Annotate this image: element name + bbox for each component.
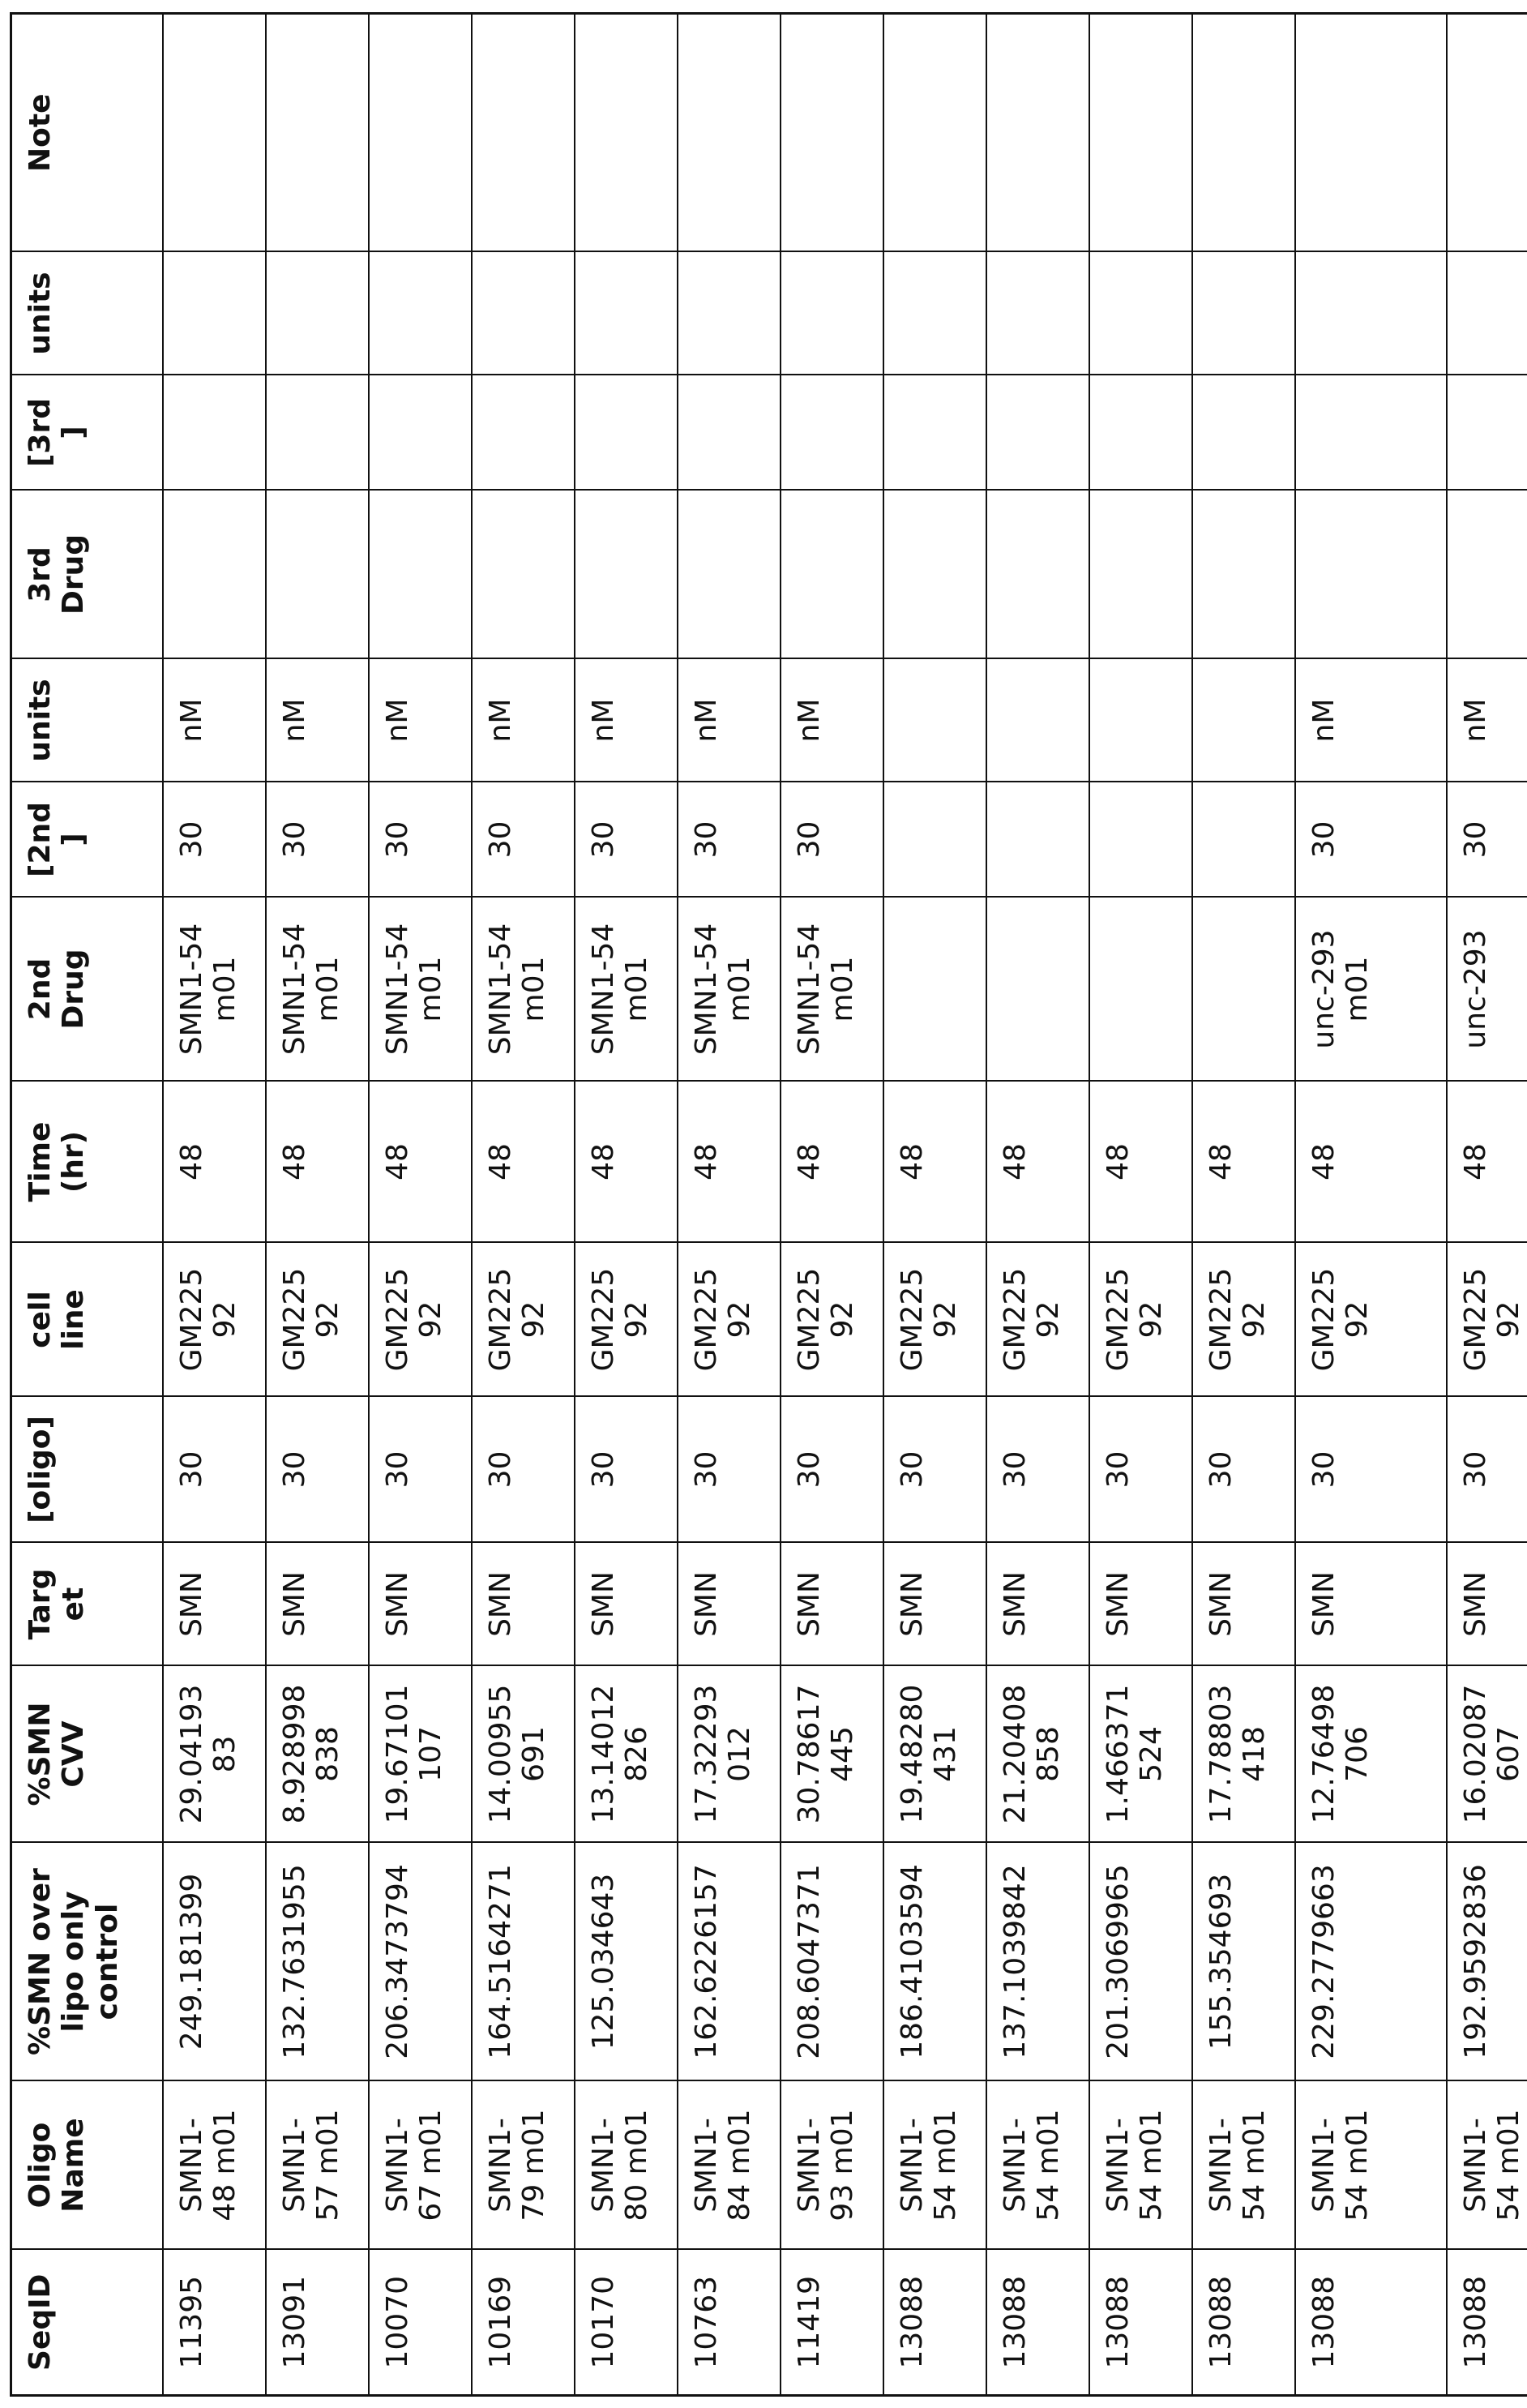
cell-time-hr: 48: [266, 1082, 369, 1243]
cell-third-conc: [472, 375, 575, 491]
cell-third-conc: [1192, 375, 1295, 491]
cell-second-units: nM: [266, 659, 369, 782]
cell-oligo-conc: 30: [1447, 1397, 1527, 1543]
cell-second-conc: [1192, 782, 1295, 898]
cell-second-drug: SMN1-54 m01: [678, 898, 781, 1082]
cell-second-conc: 30: [575, 782, 678, 898]
cell-smn-cvv: 16.02087607: [1447, 1666, 1527, 1843]
cell-second-conc: [986, 782, 1089, 898]
cell-cell-line: GM22592: [369, 1243, 472, 1397]
cell-oligo-conc: 30: [163, 1397, 266, 1543]
cell-third-drug: [678, 491, 781, 659]
cell-second-units: [1192, 659, 1295, 782]
cell-time-hr: 48: [1295, 1082, 1447, 1243]
cell-seqid: 13088: [1295, 2250, 1447, 2396]
table-row: [986, 14, 1089, 2396]
cell-second-drug: SMN1-54 m01: [163, 898, 266, 1082]
cell-note: [266, 14, 369, 252]
cell-third-drug: [883, 491, 986, 659]
cell-note: [575, 14, 678, 252]
table-row: [1089, 14, 1192, 2396]
cell-third-drug: [472, 491, 575, 659]
cell-second-conc: 30: [472, 782, 575, 898]
cell-smn-cvv: 12.76498706: [1295, 1666, 1447, 1843]
cell-second-drug: unc-293: [1447, 898, 1527, 1082]
cell-second-conc: 30: [369, 782, 472, 898]
cell-oligo-name: SMN1-93 m01: [781, 2081, 883, 2250]
cell-oligo-name: SMN1-57 m01: [266, 2081, 369, 2250]
cell-cell-line: GM22592: [781, 1243, 883, 1397]
cell-third-conc: [163, 375, 266, 491]
cell-oligo-name: SMN1-54 m01: [1295, 2081, 1447, 2250]
cell-second-conc: 30: [781, 782, 883, 898]
cell-smn-over-control: 186.4103594: [883, 1843, 986, 2081]
table-row: [369, 14, 472, 2396]
cell-time-hr: 48: [369, 1082, 472, 1243]
cell-note: [986, 14, 1089, 252]
cell-second-conc: [1089, 782, 1192, 898]
cell-smn-over-control: 249.181399: [163, 1843, 266, 2081]
cell-time-hr: 48: [678, 1082, 781, 1243]
cell-seqid: 13091: [266, 2250, 369, 2396]
cell-third-units: [986, 252, 1089, 375]
cell-smn-cvv: 19.67101107: [369, 1666, 472, 1843]
cell-smn-over-control: 206.3473794: [369, 1843, 472, 2081]
cell-second-drug: SMN1-54 m01: [266, 898, 369, 1082]
cell-third-units: [883, 252, 986, 375]
cell-second-drug: [883, 898, 986, 1082]
cell-time-hr: 48: [986, 1082, 1089, 1243]
cell-oligo-conc: 30: [369, 1397, 472, 1543]
cell-third-drug: [369, 491, 472, 659]
cell-smn-cvv: 21.20408858: [986, 1666, 1089, 1843]
cell-cell-line: GM22592: [883, 1243, 986, 1397]
cell-note: [781, 14, 883, 252]
cell-target: SMN: [678, 1543, 781, 1666]
cell-smn-cvv: 29.0419383: [163, 1666, 266, 1843]
cell-time-hr: 48: [781, 1082, 883, 1243]
table-row: [678, 14, 781, 2396]
table-row: [1295, 14, 1447, 2396]
cell-note: [1089, 14, 1192, 252]
cell-oligo-name: SMN1-54 m01: [1192, 2081, 1295, 2250]
cell-target: SMN: [986, 1543, 1089, 1666]
cell-target: SMN: [266, 1543, 369, 1666]
cell-second-units: [883, 659, 986, 782]
cell-time-hr: 48: [1089, 1082, 1192, 1243]
table-row: [266, 14, 369, 2396]
header-second-drug: 2nd Drug: [11, 898, 164, 1082]
table-row: [883, 14, 986, 2396]
table-row: [575, 14, 678, 2396]
cell-smn-cvv: 14.00955691: [472, 1666, 575, 1843]
cell-cell-line: GM22592: [1295, 1243, 1447, 1397]
table-row: [1192, 14, 1295, 2396]
cell-target: SMN: [781, 1543, 883, 1666]
cell-smn-over-control: 229.2779663: [1295, 1843, 1447, 2081]
cell-smn-over-control: 137.1039842: [986, 1843, 1089, 2081]
cell-time-hr: 48: [883, 1082, 986, 1243]
cell-oligo-conc: 30: [1192, 1397, 1295, 1543]
cell-oligo-conc: 30: [1089, 1397, 1192, 1543]
cell-cell-line: GM22592: [472, 1243, 575, 1397]
cell-cell-line: GM22592: [575, 1243, 678, 1397]
cell-seqid: 11419: [781, 2250, 883, 2396]
cell-seqid: 11395: [163, 2250, 266, 2396]
cell-oligo-conc: 30: [266, 1397, 369, 1543]
rotated-page: [0, 0, 1527, 2408]
cell-third-drug: [1089, 491, 1192, 659]
cell-note: [1447, 14, 1527, 252]
cell-second-units: nM: [472, 659, 575, 782]
cell-third-units: [163, 252, 266, 375]
cell-cell-line: GM22592: [266, 1243, 369, 1397]
cell-second-conc: 30: [678, 782, 781, 898]
cell-seqid: 13088: [1447, 2250, 1527, 2396]
cell-oligo-conc: 30: [883, 1397, 986, 1543]
cell-time-hr: 48: [1192, 1082, 1295, 1243]
cell-second-units: nM: [1295, 659, 1447, 782]
cell-cell-line: GM22592: [986, 1243, 1089, 1397]
cell-second-conc: 30: [1295, 782, 1447, 898]
cell-oligo-name: SMN1-80 m01: [575, 2081, 678, 2250]
cell-third-conc: [266, 375, 369, 491]
cell-third-units: [678, 252, 781, 375]
cell-seqid: 13088: [986, 2250, 1089, 2396]
cell-smn-over-control: 132.7631955: [266, 1843, 369, 2081]
cell-third-units: [266, 252, 369, 375]
cell-second-units: nM: [163, 659, 266, 782]
cell-time-hr: 48: [472, 1082, 575, 1243]
cell-oligo-conc: 30: [986, 1397, 1089, 1543]
cell-second-conc: 30: [163, 782, 266, 898]
cell-smn-cvv: 30.78617445: [781, 1666, 883, 1843]
cell-note: [369, 14, 472, 252]
cell-third-drug: [1295, 491, 1447, 659]
header-row: [11, 14, 164, 2396]
cell-third-units: [369, 252, 472, 375]
cell-second-drug: SMN1-54 m01: [781, 898, 883, 1082]
cell-second-drug: [1089, 898, 1192, 1082]
cell-second-units: nM: [678, 659, 781, 782]
table-row: [472, 14, 575, 2396]
cell-third-units: [781, 252, 883, 375]
cell-smn-over-control: 164.5164271: [472, 1843, 575, 2081]
header-smn-cvv: %SMN CVV: [11, 1666, 164, 1843]
cell-oligo-name: SMN1-54 m01: [883, 2081, 986, 2250]
cell-second-conc: 30: [1447, 782, 1527, 898]
cell-oligo-name: SMN1-54 m01: [986, 2081, 1089, 2250]
cell-oligo-name: SMN1-67 m01: [369, 2081, 472, 2250]
cell-second-units: nM: [781, 659, 883, 782]
header-target: Target: [11, 1543, 164, 1666]
cell-smn-cvv: 17.78803418: [1192, 1666, 1295, 1843]
cell-target: SMN: [1295, 1543, 1447, 1666]
cell-seqid: 13088: [883, 2250, 986, 2396]
cell-smn-cvv: 13.14012826: [575, 1666, 678, 1843]
cell-smn-cvv: 17.32293012: [678, 1666, 781, 1843]
cell-third-drug: [1447, 491, 1527, 659]
header-third-drug: 3rd Drug: [11, 491, 164, 659]
cell-third-drug: [986, 491, 1089, 659]
cell-seqid: 10763: [678, 2250, 781, 2396]
cell-smn-over-control: 125.034643: [575, 1843, 678, 2081]
cell-target: SMN: [163, 1543, 266, 1666]
table-row: [1447, 14, 1527, 2396]
cell-note: [883, 14, 986, 252]
cell-oligo-name: SMN1-54 m01: [1089, 2081, 1192, 2250]
cell-note: [1192, 14, 1295, 252]
cell-oligo-conc: 30: [678, 1397, 781, 1543]
cell-oligo-name: SMN1-54 m01: [1447, 2081, 1527, 2250]
cell-third-conc: [1447, 375, 1527, 491]
cell-target: SMN: [883, 1543, 986, 1666]
cell-third-conc: [369, 375, 472, 491]
cell-target: SMN: [472, 1543, 575, 1666]
cell-note: [678, 14, 781, 252]
header-second-conc: [2nd]: [11, 782, 164, 898]
cell-oligo-conc: 30: [575, 1397, 678, 1543]
cell-third-drug: [1192, 491, 1295, 659]
header-second-units: units: [11, 659, 164, 782]
header-cell-line: cell line: [11, 1243, 164, 1397]
cell-target: SMN: [1192, 1543, 1295, 1666]
cell-time-hr: 48: [163, 1082, 266, 1243]
cell-smn-cvv: 1.466371524: [1089, 1666, 1192, 1843]
cell-oligo-conc: 30: [781, 1397, 883, 1543]
table-row: [163, 14, 266, 2396]
cell-smn-over-control: 208.6047371: [781, 1843, 883, 2081]
header-time-hr: Time (hr): [11, 1082, 164, 1243]
cell-oligo-name: SMN1-79 m01: [472, 2081, 575, 2250]
cell-note: [472, 14, 575, 252]
cell-seqid: 13088: [1089, 2250, 1192, 2396]
cell-time-hr: 48: [1447, 1082, 1527, 1243]
cell-cell-line: GM22592: [163, 1243, 266, 1397]
cell-smn-cvv: 8.928998838: [266, 1666, 369, 1843]
cell-third-units: [472, 252, 575, 375]
cell-cell-line: GM22592: [678, 1243, 781, 1397]
cell-target: SMN: [575, 1543, 678, 1666]
cell-third-conc: [575, 375, 678, 491]
cell-target: SMN: [369, 1543, 472, 1666]
cell-third-conc: [986, 375, 1089, 491]
header-oligo-name: Oligo Name: [11, 2081, 164, 2250]
cell-second-units: [1089, 659, 1192, 782]
header-seqid: SeqID: [11, 2250, 164, 2396]
cell-second-drug: SMN1-54 m01: [369, 898, 472, 1082]
header-smn-over-control: %SMN over lipo only control: [11, 1843, 164, 2081]
cell-smn-over-control: 201.3069965: [1089, 1843, 1192, 2081]
cell-smn-over-control: 155.354693: [1192, 1843, 1295, 2081]
header-oligo-conc: [oligo]: [11, 1397, 164, 1543]
cell-seqid: 10170: [575, 2250, 678, 2396]
cell-second-drug: unc-293 m01: [1295, 898, 1447, 1082]
cell-third-units: [575, 252, 678, 375]
header-note: Note: [11, 14, 164, 252]
cell-third-conc: [1295, 375, 1447, 491]
cell-second-drug: SMN1-54 m01: [575, 898, 678, 1082]
cell-smn-cvv: 19.48280431: [883, 1666, 986, 1843]
cell-third-drug: [575, 491, 678, 659]
cell-third-units: [1089, 252, 1192, 375]
cell-target: SMN: [1447, 1543, 1527, 1666]
cell-third-units: [1295, 252, 1447, 375]
cell-second-drug: [1192, 898, 1295, 1082]
cell-oligo-name: SMN1-48 m01: [163, 2081, 266, 2250]
cell-oligo-conc: 30: [472, 1397, 575, 1543]
cell-second-units: nM: [1447, 659, 1527, 782]
cell-third-drug: [781, 491, 883, 659]
cell-second-units: [986, 659, 1089, 782]
cell-cell-line: GM22592: [1192, 1243, 1295, 1397]
cell-cell-line: GM22592: [1089, 1243, 1192, 1397]
cell-third-conc: [1089, 375, 1192, 491]
cell-second-units: nM: [369, 659, 472, 782]
cell-cell-line: GM22592: [1447, 1243, 1527, 1397]
cell-third-conc: [678, 375, 781, 491]
cell-seqid: 10070: [369, 2250, 472, 2396]
cell-note: [1295, 14, 1447, 252]
cell-time-hr: 48: [575, 1082, 678, 1243]
cell-seqid: 13088: [1192, 2250, 1295, 2396]
cell-third-conc: [781, 375, 883, 491]
cell-second-drug: SMN1-54 m01: [472, 898, 575, 1082]
cell-third-conc: [883, 375, 986, 491]
cell-seqid: 10169: [472, 2250, 575, 2396]
header-third-conc: [3rd]: [11, 375, 164, 491]
cell-second-drug: [986, 898, 1089, 1082]
cell-second-conc: 30: [266, 782, 369, 898]
cell-oligo-name: SMN1-84 m01: [678, 2081, 781, 2250]
results-table: [10, 12, 1527, 2397]
cell-note: [163, 14, 266, 252]
cell-smn-over-control: 162.6226157: [678, 1843, 781, 2081]
cell-smn-over-control: 192.9592836: [1447, 1843, 1527, 2081]
cell-third-drug: [163, 491, 266, 659]
table-row: [781, 14, 883, 2396]
cell-target: SMN: [1089, 1543, 1192, 1666]
cell-second-units: nM: [575, 659, 678, 782]
cell-third-units: [1447, 252, 1527, 375]
cell-oligo-conc: 30: [1295, 1397, 1447, 1543]
header-third-units: units: [11, 252, 164, 375]
cell-third-units: [1192, 252, 1295, 375]
cell-second-conc: [883, 782, 986, 898]
cell-third-drug: [266, 491, 369, 659]
